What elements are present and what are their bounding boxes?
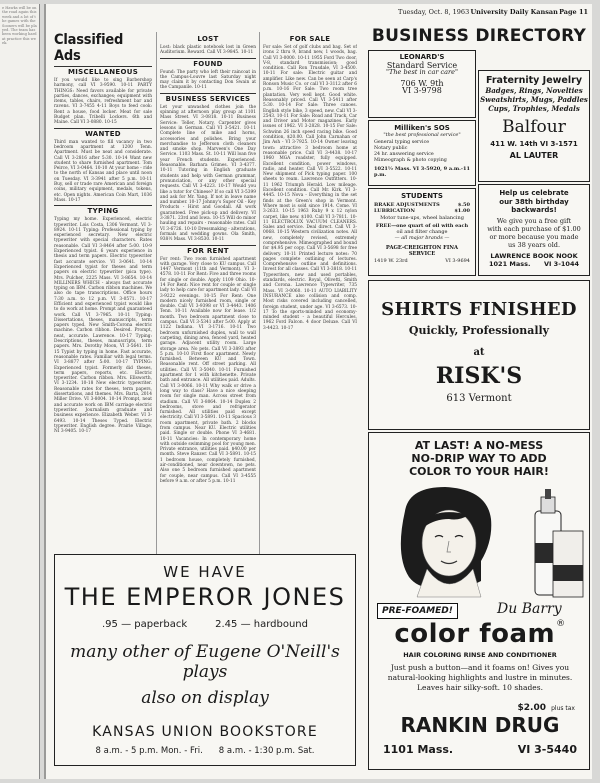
fraternity-line3: Cups, Trophies, Medals: [488, 104, 580, 113]
balfour-address: 411 W. 14th VI 3-1571: [490, 140, 578, 148]
nook-line6: or more because you made: [489, 232, 579, 241]
typing-ads: Typing my home. Experienced, electric typewriter. Lois Costa, 1306 Vermont. VI 3-8924. 10-11 Typing: Professional typing by experienced secretary. New electric typewriter with special characters. Rates reasonable. Call VI 3-8464 after 5:00. 10-9 Experienced typist. 6 years experience in thesis and term papers. Electric typewriter fast accurate service. VI 3-0641. 10-14 Experienced typist for theses and term papers on electric typewriter (pica type). Mrs. Pulcher, 2225 Mass. VI 3-8654. 10-14 MILLINERS WHICH - always fast accurate typing on IBM. Carbon ribbon machines. We also do tape transcriptions. Office hours 7:30 a.m. to 12 p.m. VI 3-0571. 10-17 Efficient and experienced typist would like to do work at home. Prompt and guaranteed work. Call VI 3-7965. 10-11 Typing: Dissertations, theses, manuscripts, term papers typed. New Smith-Corona electric machine. Carbon ribbon. Desired. Prompt, neat, accurate. Lawrence. 10-17 Typing: Descriptions, theses, manuscripts, term papers. Mrs. Dorothy Moon, VI 3-5641. 10-15 Typist by typing in home. Fast accurate, reasonable rates. Familiar with legal terms. VI 3-8877 after 5:00. 10-17 TYPING: Experienced typist. Formerly did theses, term papers, reports, etc. Electric typewriter. Carbon ribbon. Mrs. Ellsworth, VI 3-1234. 10-18 New electric typewriter. Reasonable rates for theses, term papers, dissertations, and themes. Mrs. Barta, 2014 Miller Drive. VI 3-8004. 10-14 Prompt, neat and accurate work on IBM carriage electric typewriter. Journalism graduate and business experience. Elizabeth Weber. VI 3-6493. 10-14 Theses Typed. Electric typewriter. English degree. Prairie Village, NI 3-9405. 10-17: [54, 217, 152, 435]
classified-title: Classified Ads: [54, 32, 124, 64]
fina-phone: VI 3-9694: [445, 258, 470, 264]
nook-name: LAWRENCE BOOK NOOK: [490, 251, 578, 260]
leonards-name: LEONARD'S: [399, 53, 445, 61]
book-nook-ad: [478, 184, 590, 276]
price-paperback: .95 — paperback: [102, 619, 188, 630]
nook-line7: us 38 years old.: [507, 240, 561, 249]
nook-line2: our 38th birthday: [499, 197, 569, 206]
pre-foamed-badge: PRE-FOAMED!: [377, 603, 458, 619]
foam-headline-3: COLOR TO YOUR HAIR!: [409, 465, 549, 478]
leonards-line1: Standard Service: [386, 60, 458, 70]
nook-line3: backwards!: [511, 206, 557, 214]
millikens-service: General typing service: [374, 140, 430, 145]
millikens-name: Milliken's SOS: [394, 124, 450, 132]
students-title: STUDENTS: [401, 192, 443, 200]
millikens-ad: [368, 120, 476, 186]
risks-line2: Quickly, Professionally: [408, 324, 550, 337]
foam-headline-2: NO-DRIP WAY TO ADD: [411, 452, 547, 465]
students-fina-ad: [368, 188, 476, 276]
price-hardbound: 2.45 — hardbound: [215, 619, 308, 630]
leonards-phone: VI 3-9798: [402, 86, 442, 95]
millikens-service: Notary public: [374, 146, 408, 151]
brake-label: BRAKE ADJUSTMENTS: [374, 202, 440, 208]
balfour-ad: [478, 70, 590, 182]
business-services-ads: Let your unwashed clothes join the spinning at afternoon play group at 1101 Mass Street. VI 3-0818. 10-11 Business Service: Teller, Notary, Carpenter gives lessons in German. Call VI 3-5421. 10-11 Complete line of mike and horns, accessories and polishes. Bring your merchandise to Jefferson cloth cleaners and smoke shop. Marveen's One Day Service. 1103 Mass. St. 10-11 Will loan five year French students. Experienced. Reasonable. Barbara Grimes. VI 3-4377. 10-11 Tutoring in English graduate students and help with German grammar, pronunciation, or any other special requests. Call VI 3-4223. 10-17 Would you like a tutor for Chinese? If so call VI 3-5399 and ask for Mr. Yang. If not in leave name and number. 10-17 Johnny's Super Oil - Key Products - Hirst and Goodall. All work guaranteed. Free pick-up and delivery. VI 3-3871. 23rd and Iowa. 10-15 Will do minor hauling and repairs - reasonable rates. Call VI 3-6726. 10-10 Dressmaking - alterations, formals and wedding gowns. Ola Smith, 938½ Mass. VI 3-8530. 10-11: [160, 104, 256, 243]
students-note2: — all major brands —: [394, 235, 450, 241]
millikens-service: 24 hr. answering service: [374, 152, 434, 157]
leonards-ad: [368, 50, 476, 118]
nook-address: 1021 Mass.: [489, 259, 531, 268]
bookstore-line2: also on display: [141, 688, 269, 708]
bookstore-name: KANSAS UNION BOOKSTORE: [92, 724, 318, 740]
risks-at: at: [473, 347, 485, 358]
balfour-name: Balfour: [502, 117, 566, 137]
fina-station: PAGE-CREIGHTON FINA SERVICE: [385, 245, 459, 257]
fraternity-line1: Badges, Rings, Novelties: [485, 86, 583, 95]
nook-line5: with each purchase of $1.00: [487, 224, 581, 233]
section-business-services: BUSINESS SERVICES: [160, 93, 256, 103]
woman-with-product-illustration: [369, 481, 589, 601]
fraternity-line2: Sweatshirts, Mugs, Paddles: [480, 95, 588, 104]
section-for-rent: FOR RENT: [160, 245, 256, 255]
business-directory-title: BUSINESS DIRECTORY: [371, 26, 587, 46]
for-sale-ads: For sale: Set of golf clubs and bag. Set of irons 2 thru 9, brand new, 1 woods, bag. Call VI 3-0000. 10-11 1955 Ford Two door, V-8, standard transmission; good condition. Call Ron Trusdale, VI 3-4500. 10-11 For sale: Electric guitar and amplifier. Like new. Can be seen at Carp's Ronson Music Co. or call VI 3-3112 after 6 p.m. 10-16 For Sale: Two room tree plantation. Very well kept. Good white. Reasonably priced. Call VI 3-5411 after 5:30. 10-14 For Sale: Three canoes. English style bike, 3 speed, new. Call VI 3-2543. 10-11 For Sale: Road and Track, Car and Driver and Motor magazines. Early issues of 1962. VI 3-2828. 10-15 For Sale: Schwinn 26 inch speed racing bike. Good condition, $20.00. Call John Carnahan or Jim Ash - VI 3-7925. 10-14 Owner leaving town: attractive 3 bedroom home at reasonable price. Call VI 3-4438. 10-17 1960 MGA roadster, fully equipped. Excellent condition, power windows, radio, and heater. Call VI 3-5522. 10-11 New shipment of Pick typing paper. 100 sheets to ream. Lawrence Outfitters. 10-11 1962 Triumph Herald. Low mileage. Excellent condition. Call Mr. Kirk. VI 3-4445. 10-15 Nova - Everything in the set finds at the Green's shop in Vermont. Where most is sold since 1914. Come. VI 3-2633. 10-15 1963 Ruby 9 x 12 nylon carpet, like new. $100. Call VI 3-7811. 10-11 ELECTROLUX VACUUM CLEANERS. Sales and service. Deal direct. Call VI 3-0068. 10-15 Western civilization notes. All new, completely revised, extremely comprehensive. Mimeographed and bound for $4.95 per copy. Call VI 3-5698 for free delivery. 10-11 Printed lecture notes: 70 pages complete outlining of lectures. Comprehensive outline and definitions. Invest for all classes. Call VI 3-3818. 10-11 Typewriters, new and used portables, standards, electric. Royal, Olivetti, Smith and Corona. Lawrence Typewriter, 735 Mass. VI 3-0060. 10-11 AUTO LIABILITY INSURANCE also collision and comp. Most risks covered including cancelled, foreign student, under age. VI 3-6573. 10-17 To the sports-minded and economy-minded student - a beautiful Hercules, 1962 Ford Falcon. 4 door Deluxe. Call VI 3-4423. 10-17: [263, 45, 357, 331]
millikens-tagline: "the best professional service": [383, 132, 461, 138]
color-foam-tagline: HAIR COLORING RINSE AND CONDITIONER: [403, 651, 557, 659]
millikens-service: Mimeograph & photo copying: [374, 158, 447, 163]
bookstore-ad: [54, 554, 356, 766]
risks-address: 613 Vermont: [446, 393, 512, 404]
color-foam-product: color foam: [394, 619, 556, 649]
millikens-services: [374, 140, 470, 164]
balfour-owner: AL LAUTER: [509, 151, 559, 160]
previous-page-text: e Hawks will be on the road again this week and a lot of the games with the Sooners will be played. The team has been working hard at practice this week.: [2, 6, 37, 46]
color-foam-price: $2.00: [517, 703, 546, 713]
rankin-drug-ad: [368, 432, 590, 770]
brake-price: $.50: [457, 202, 470, 208]
bookstore-line1: many other of Eugene O'Neill's plays: [70, 642, 340, 682]
lube-label: LUBRICATION: [374, 208, 415, 214]
header-date: Tuesday, Oct. 8, 1963: [398, 8, 470, 16]
page-header: [398, 8, 588, 18]
rankin-phone: VI 3-5440: [517, 743, 577, 756]
section-typing: TYPING: [54, 205, 152, 215]
header-paper: University Daily Kansan: [470, 8, 558, 16]
rankin-drug-name: RANKIN DRUG: [400, 713, 560, 737]
risks-ad: [368, 280, 590, 430]
lube-price: $1.00: [454, 208, 470, 214]
classified-column-1: [54, 32, 152, 562]
misc-ads: If you would like to sing Barbershop harmony, call VI 3-9590. 10-11 PARTY THINGS: Need favors available for private parties, dances, exchanges; equipment with items, tables, chairs, refreshment bar and ravens. VI 3-7455 4-11 Boys to feed cook: Rent a house, food locker. Meat for sale Budget plan. Tribelli Lockers. 6th and Maine. Call VI 3-0880. 10-15: [54, 78, 152, 126]
section-wanted: WANTED: [54, 128, 152, 138]
section-found: FOUND: [160, 58, 256, 68]
section-miscellaneous: MISCELLANEOUS: [54, 66, 152, 76]
millikens-address: 1021½ Mass. VI 3-5920, 9 a.m.-11 p.m.: [374, 166, 470, 178]
for-rent-ads: For rent: Two room furnished apartment with garage. Very close to KU campus. Call 1447 Vermont (11th and Vermont). VI 3-4578. 10-11 For Rent: Five and three rooms for single or double. Apply 1109 Ohio. 10-14 For Rent: Nice rent for couple or single lady to help care for apartment lady. Call VI 3-9222 evenings. 10-15 For Rent: One modern nicely furnished room, single or double. Call VI 3-9398 or VI 3-4443. 1406 Tenn. 10-11 Available now for lease. 1/2 month. Two bedroom apartment close to campus. Call VI 3-5341 after 5:00. Apply at 1122 Indiana. VI 3-1716. 10-11 Two bedroom unfurnished duplex, wall to wall carpeting, dining area, fenced yard, heated garage. Adjacent utility room. Large storage area. No pets. Call VI 3-3893 after 5 p.m. 10-10 First floor apartment. Newly furnished. Between KU and Town. Reasonable rent. Off street parking. All utilities. Call VI 3-5040. 10-11 Furnished apartment for 1 with kitchenette. Private bath and entrance. All utilities paid. Adults. Call VI 3-0066. 10-11 Why walk or drive a long way to class? Have a nice sleeping room for single man. Across street from stadium. Call VI 3-8064. 10-14 Duplex 2 bedrooms, stove and refrigerator furnished. All utilities paid except electricity. Call VI 3-5891. 10-11 Spacious 3 room apartment, private bath. 2 blocks from campus. Near KU. Electric utilities paid. Single or double. Phone VI 3-4681. 10-11 Vacancies: In contemporary home with outside swimming pool for young men. Private entrance, utilities paid. $40.00 per month. Steve Ranzer. Call VI 3-5891. 10-15 1 bedroom house, completely furnished, air-conditioned, near downtown, no pets. Also one 5 bedroom furnished apartment for couple, near campus. Call VI 3-4555 before 9 a.m. or after 5 p.m. 10-11: [160, 256, 256, 484]
hours-weekday: 8 a.m. - 5 p.m. Mon. - Fri.: [95, 746, 203, 756]
found-ads: Found: The party who left their raincoat in the Campus-Louvre last Saturday night may claim it by contacting Don Swain at the Campanile. 10-11: [160, 69, 256, 91]
header-page: Page 11: [559, 8, 588, 16]
section-for-sale: FOR SALE: [289, 35, 331, 43]
classified-column-2: [156, 32, 256, 562]
students-note1: Motor tune-ups, wheel balancing: [380, 215, 464, 221]
classified-column-3: [259, 32, 357, 562]
color-foam-tax: plus tax: [551, 705, 575, 712]
previous-page-edge: [0, 4, 40, 779]
rankin-address: 1101 Mass.: [383, 743, 454, 756]
students-free: FREE—one quart of oil with each: [375, 223, 469, 229]
newspaper-page: [44, 4, 592, 779]
section-lost: LOST: [197, 35, 219, 43]
fina-address: 1419 W. 23rd: [374, 258, 408, 264]
wanted-ads: Third man wanted to fill vacancy in two bedroom apartment at 1200 Tenn. Apartment. Must be neat and considerate. Call VI 3-2816 after 5:30. 10-14 Want new student to share furnished apartment. Tom Peirce, VI 3-0464. 10-10 At your home - ride to the north of Kansas and place until noon on Tuesday. VI 3-3941 after 5 p.m. 10-11 Buy, sell or trade rare American and foreign coins, military equipment, medals, tokens, etc. Open nights. American Coin Mart, 1036 Mass. 10-17: [54, 139, 152, 203]
color-foam-body: Just push a button—and it foams on! Gives you natural-looking highlights and lustre in minutes. Leaves hair silky-soft. 10 shades.: [387, 663, 573, 692]
bookstore-title: THE EMPEROR JONES: [64, 583, 346, 611]
bookstore-lead: WE HAVE: [163, 563, 247, 581]
hours-saturday: 8 a.m. - 1:30 p.m. Sat.: [218, 746, 315, 756]
nook-line1: Help us celebrate: [499, 189, 569, 197]
du-barry-brand: Du Barry: [497, 601, 562, 617]
fraternity-name: Fraternity Jewelry: [485, 75, 583, 86]
nook-phone: VI 3-1044: [543, 259, 579, 268]
leonards-address: 706 W. 9th: [400, 78, 444, 88]
risks-line1: SHIRTS FINISHED: [381, 299, 577, 320]
students-free2: oil and filter change: [396, 229, 448, 235]
woman-portrait: [401, 487, 491, 597]
hair-color-box: [553, 531, 583, 597]
foam-headline-1: AT LAST! A NO-MESS: [414, 439, 544, 452]
nook-line4: We give you a free gift: [496, 216, 572, 225]
color-foam-registered: ®: [556, 619, 566, 629]
risks-name: RISK'S: [435, 363, 523, 389]
lost-ads: Lost: black plastic notebook lost in Green Auditorium. Reward. Call VI 3-9845. 10-11: [160, 45, 256, 56]
leonards-line2: "The best in car care": [386, 68, 458, 76]
